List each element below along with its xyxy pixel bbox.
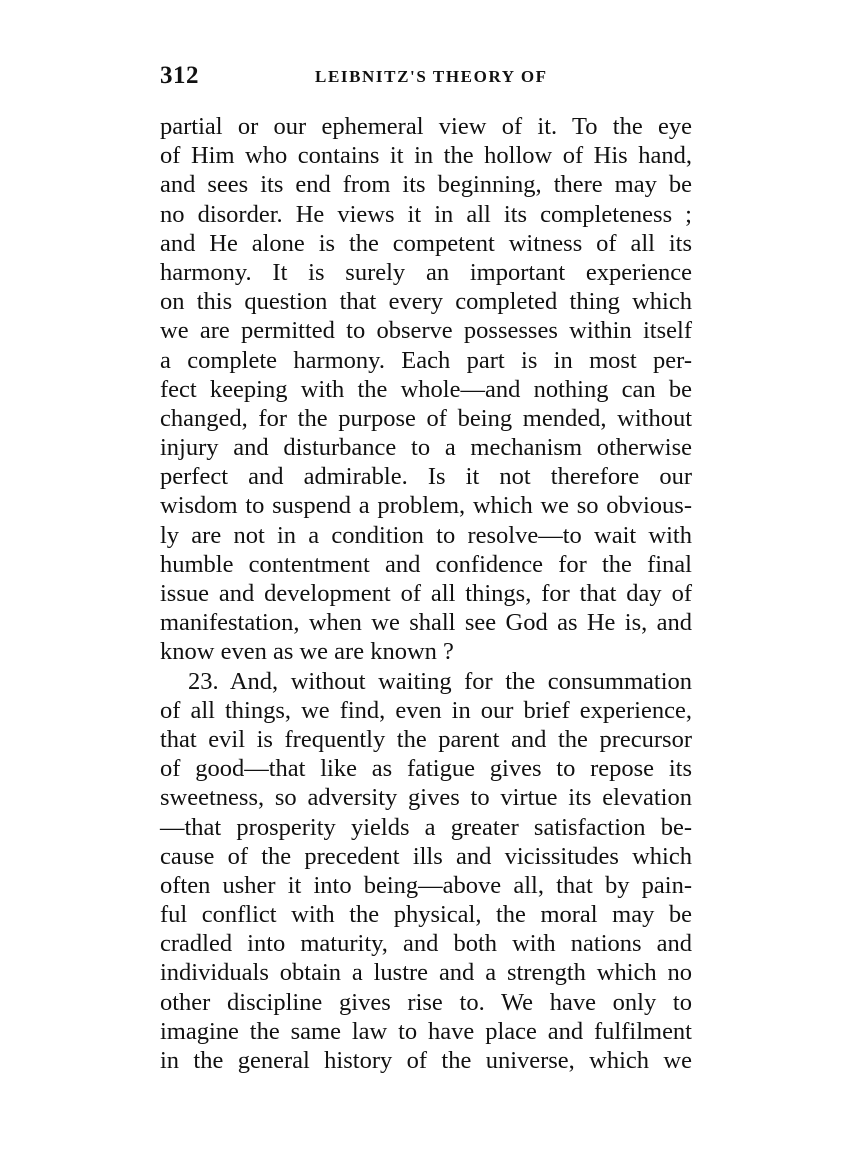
text-line: other discipline gives rise to. We have only to [160,988,692,1016]
text-line: wisdom to suspend a problem, which we so obvious- [160,492,692,520]
text-line: a complete harmony. Each part is in most per- [160,346,692,374]
text-line: perfect and admirable. Is it not therefore our [160,463,692,491]
body-text [160,112,692,1075]
text-line: humble contentment and confidence for the final [160,550,692,578]
text-line: —that prosperity yields a greater satisfaction be- [160,813,692,841]
text-line: and sees its end from its beginning, there may be [160,171,692,199]
text-line: 23. And, without waiting for the consummation [188,667,692,695]
text-line: cause of the precedent ills and vicissitudes which [160,842,692,870]
text-line: often usher it into being—above all, that by pain- [160,871,692,899]
running-title: LEIBNITZ'S THEORY OF [315,67,548,86]
text-line: no disorder. He views it in all its completeness ; [160,200,692,228]
text-line: ly are not in a condition to resolve—to wait with [160,521,692,549]
page-number: 312 [160,62,199,89]
paragraph-2 [160,667,692,1076]
text-line: individuals obtain a lustre and a strength which no [160,959,692,987]
text-line: injury and disturbance to a mechanism otherwise [160,434,692,462]
text-line: imagine the same law to have place and fulfilment [160,1017,692,1045]
text-line: we are permitted to observe possesses within itself [160,317,692,345]
text-line: in the general history of the universe, which we [160,1047,692,1074]
running-head [160,62,692,92]
text-line: sweetness, so adversity gives to virtue its elevation [160,784,692,812]
text-line: know even as we are known ? [160,638,454,666]
text-line: issue and development of all things, for that day of [160,580,692,607]
text-line: that evil is frequently the parent and the precursor [160,725,692,753]
text-line: fect keeping with the whole—and nothing can be [160,375,692,403]
text-line: on this question that every completed thing which [160,288,692,316]
text-line: and He alone is the competent witness of all its [160,229,692,257]
text-line: changed, for the purpose of being mended, without [160,404,692,432]
text-line: of good—that like as fatigue gives to repose its [160,755,692,783]
text-line: harmony. It is surely an important experience [160,258,692,286]
text-line: of Him who contains it in the hollow of His hand, [160,142,692,170]
text-line: cradled into maturity, and both with nations and [160,930,692,958]
paragraph-1 [160,112,692,667]
text-line: ful conflict with the physical, the moral may be [160,901,692,929]
text-line: of all things, we find, even in our brief experience, [160,696,692,724]
text-line: partial or our ephemeral view of it. To the eye [160,113,692,140]
text-line: manifestation, when we shall see God as He is, and [160,609,692,637]
